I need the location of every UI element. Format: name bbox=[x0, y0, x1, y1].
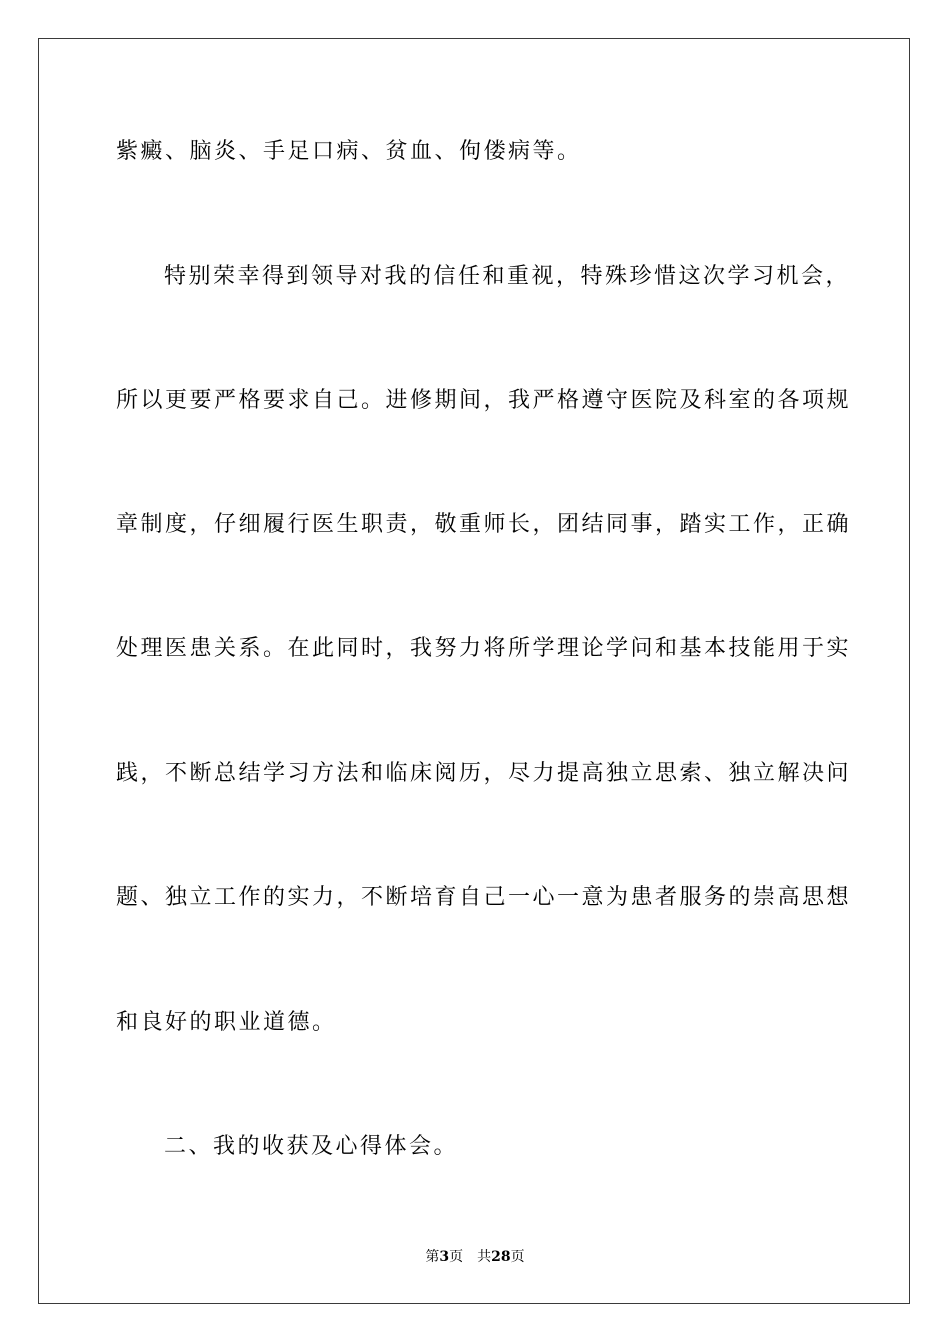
paragraph-first-line: 特别荣幸得到领导对我的信任和重视，特殊珍惜这次学习机会， bbox=[164, 264, 851, 289]
page-suffix: 页 bbox=[449, 1249, 464, 1265]
page-prefix: 第 bbox=[425, 1249, 440, 1265]
body-line: 和良好的职业道德。 bbox=[116, 1010, 337, 1035]
page-footer bbox=[0, 1247, 950, 1267]
section-heading: 二、我的收获及心得体会。 bbox=[164, 1134, 459, 1159]
total-pages: 28 bbox=[491, 1249, 511, 1265]
body-line: 题、独立工作的实力，不断培育自己一心一意为患者服务的崇高思想 bbox=[116, 885, 852, 910]
page-number: 3 bbox=[439, 1249, 450, 1265]
body-line: 章制度，仔细履行医生职责，敬重师长，团结同事，踏实工作，正确 bbox=[116, 512, 852, 537]
body-line: 处理医患关系。在此同时，我努力将所学理论学问和基本技能用于实 bbox=[116, 636, 852, 661]
page-border bbox=[38, 38, 910, 1304]
body-line: 践，不断总结学习方法和临床阅历，尽力提高独立思索、独立解决问 bbox=[116, 761, 852, 786]
body-line: 紫癜、脑炎、手足口病、贫血、佝偻病等。 bbox=[116, 139, 582, 164]
total-suffix: 页 bbox=[510, 1249, 525, 1265]
body-line: 所以更要严格要求自己。进修期间，我严格遵守医院及科室的各项规 bbox=[116, 388, 852, 413]
total-prefix: 共 bbox=[477, 1249, 492, 1265]
